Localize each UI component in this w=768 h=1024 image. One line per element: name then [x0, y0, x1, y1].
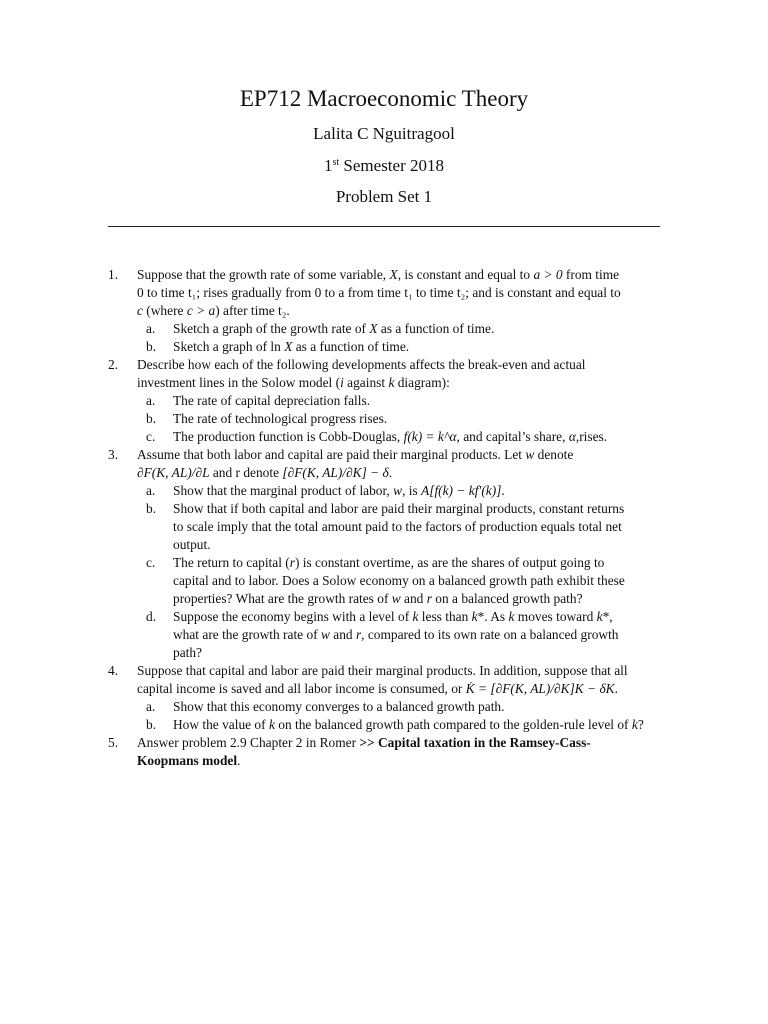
q4a-text: Show that this economy converges to a balanced growth path. — [173, 699, 505, 714]
semester-text: Semester 2018 — [339, 156, 444, 175]
q3d-letter: d. — [146, 609, 157, 624]
q4-line-2: capital income is saved and all labor income is consumed, or K̇ = [∂F(K, AL)/∂K]K − δK. — [137, 681, 618, 696]
q4b-text: How the value of k on the balanced growth path compared to the golden-rule level of k? — [173, 717, 644, 732]
q3a-text: Show that the marginal product of labor, w, is A[f(k) − kf′(k)]. — [173, 483, 505, 498]
q3c-text-line-1: The return to capital (r) is constant overtime, as are the shares of output going to — [173, 555, 605, 570]
document-title: EP712 Macroeconomic Theory — [239, 86, 529, 111]
q2c-letter: c. — [146, 429, 156, 444]
q1-number: 1. — [108, 267, 119, 282]
q3d-text-line-3: path? — [173, 645, 202, 660]
q3-number: 3. — [108, 447, 119, 462]
q2-line-2: investment lines in the Solow model (i against k diagram): — [137, 375, 450, 390]
q3b-letter: b. — [146, 501, 157, 516]
q3b-text-line-2: to scale imply that the total amount paid to the factors of production equals total net — [173, 519, 622, 534]
q3c-letter: c. — [146, 555, 156, 570]
q4-line-1: Suppose that capital and labor are paid their marginal products. In addition, suppose that all — [137, 663, 628, 678]
q2-number: 2. — [108, 357, 119, 372]
q3c-text-line-2: capital and to labor. Does a Solow economy on a balanced growth path exhibit these — [173, 573, 625, 588]
header-divider — [108, 226, 660, 227]
q3d-text-line-1: Suppose the economy begins with a level of k less than k*. As k moves toward k*, — [173, 609, 613, 624]
author-name: Lalita C Nguitragool — [313, 124, 455, 143]
q4b-letter: b. — [146, 717, 157, 732]
q2b-text: The rate of technological progress rises. — [173, 411, 388, 426]
semester-ordinal-suffix: st — [332, 157, 340, 168]
q3d-text-line-2: what are the growth rate of w and r, compared to its own rate on a balanced growth — [173, 627, 619, 642]
q3-line-2: ∂F(K, AL)/∂L and r denote [∂F(K, AL)/∂K] − δ. — [137, 465, 393, 480]
q1b-letter: b. — [146, 339, 157, 354]
q1-line-3: c (where c > a) after time t₂. — [137, 303, 290, 318]
q4-number: 4. — [108, 663, 119, 678]
q2a-letter: a. — [146, 393, 156, 408]
q1b-text: Sketch a graph of ln X as a function of time. — [173, 339, 410, 354]
semester — [0, 156, 768, 176]
q3b-text-line-3: output. — [173, 537, 211, 552]
q3-line-1: Assume that both labor and capital are paid their marginal products. Let w denote — [137, 447, 574, 462]
q1-line-2: 0 to time t₁; rises gradually from 0 to a from time t₁ to time t₂; and is constant and equal to — [137, 285, 621, 300]
q1-line-1: Suppose that the growth rate of some variable, X, is constant and equal to a > 0 from time — [137, 267, 620, 282]
q2c-text: The production function is Cobb-Douglas, f(k) = k^α, and capital’s share, α,rises. — [173, 429, 608, 444]
q2a-text: The rate of capital depreciation falls. — [173, 393, 371, 408]
q2b-letter: b. — [146, 411, 157, 426]
q3a-letter: a. — [146, 483, 156, 498]
q5-line-2: Koopmans model. — [137, 753, 241, 768]
q2-line-1: Describe how each of the following developments affects the break-even and actual — [137, 357, 586, 372]
q5-number: 5. — [108, 735, 119, 750]
q5-line-1: Answer problem 2.9 Chapter 2 in Romer >> Capital taxation in the Ramsey-Cass- — [137, 735, 591, 750]
semester-number: 1 — [324, 156, 333, 175]
q1a-letter: a. — [146, 321, 156, 336]
problem-set-title: Problem Set 1 — [335, 187, 433, 206]
q4a-letter: a. — [146, 699, 156, 714]
q3c-text-line-3: properties? What are the growth rates of w and r on a balanced growth path? — [173, 591, 583, 606]
q1a-text: Sketch a graph of the growth rate of X as a function of time. — [173, 321, 495, 336]
q3b-text-line-1: Show that if both capital and labor are paid their marginal products, constant returns — [173, 501, 625, 516]
